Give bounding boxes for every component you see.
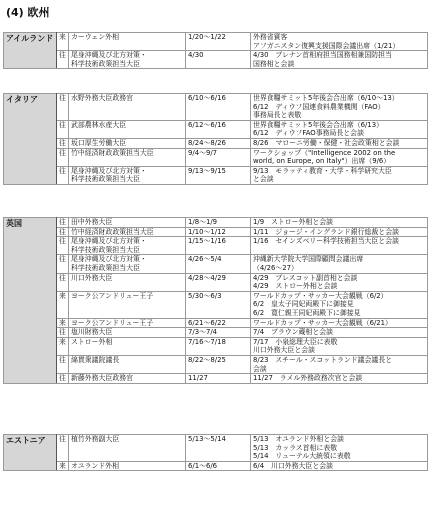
detail-line: 世界食糧サミット5年後会合出席（6/10～13） (253, 94, 399, 102)
table-row (4, 33, 428, 51)
details-cell (251, 33, 428, 51)
detail-line: 川口外務大臣と会談 (253, 346, 316, 355)
details-cell (251, 337, 428, 355)
table-row (4, 166, 428, 184)
person-cell (69, 218, 186, 228)
table-row (4, 227, 428, 237)
detail-line: 6/12 ディウフFAO事務局長と会談 (253, 129, 364, 138)
region-table (3, 32, 428, 69)
person-line: 科学技術政策担当大臣 (71, 245, 140, 254)
table-row (4, 355, 428, 373)
detail-line: 5/14 リューテル大統領に表敬 (253, 452, 351, 461)
detail-line: 世界食糧サミット5年後会合出席（6/13） (253, 120, 383, 129)
date-cell: 7/3～7/4 (186, 328, 251, 338)
direction-cell: 来 (57, 291, 69, 318)
details-cell (251, 227, 428, 237)
person-cell (69, 237, 186, 255)
date-cell: 1/10～1/12 (186, 227, 251, 237)
person-cell (69, 291, 186, 318)
table-row (4, 51, 428, 69)
detail-line: 8/26 マローニ労働・保健・社会政策相と会談 (253, 138, 400, 147)
person-line: 科学技術政策担当大臣 (71, 263, 140, 272)
person-cell (69, 461, 186, 471)
details-cell (251, 255, 428, 273)
details-cell (251, 138, 428, 148)
table-row (4, 255, 428, 273)
direction-cell: 往 (57, 435, 69, 462)
detail-line: 11/27 ラメル外務政務次官と会談 (253, 374, 363, 383)
person-line: 尾身沖縄及び北方対策・ (71, 237, 147, 246)
details-cell (251, 435, 428, 462)
date-cell: 11/27 (186, 374, 251, 384)
country-cell: イタリア (4, 94, 57, 185)
table-row (4, 461, 428, 471)
details-cell (251, 51, 428, 69)
person-line: 植竹外務副大臣 (71, 435, 120, 443)
table-row (4, 291, 428, 318)
table-row (4, 337, 428, 355)
date-cell: 6/21～6/22 (186, 318, 251, 328)
table-row (4, 120, 428, 138)
date-cell: 9/4～9/7 (186, 148, 251, 166)
detail-line: 1/9 ストロー外相と会談 (253, 218, 333, 226)
person-line: 川口外務大臣 (71, 273, 113, 282)
table-row (4, 318, 428, 328)
person-cell (69, 166, 186, 184)
person-line: カーウェン外相 (71, 33, 119, 41)
date-cell: 8/22～8/25 (186, 355, 251, 373)
date-cell: 4/26～5/4 (186, 255, 251, 273)
person-line: ストロー外相 (71, 337, 113, 346)
direction-cell: 来 (57, 33, 69, 51)
region-table (3, 434, 428, 471)
detail-line: 4/29 ストロー外相と会談 (253, 282, 338, 291)
details-cell (251, 291, 428, 318)
table-row (4, 328, 428, 338)
direction-cell: 往 (57, 355, 69, 373)
details-cell (251, 318, 428, 328)
direction-cell: 往 (57, 328, 69, 338)
detail-line: 7/4 ブラウン蔵相と会談 (253, 328, 333, 337)
person-cell (69, 227, 186, 237)
detail-line: 5/13 オユランド外相と会談 (253, 435, 344, 443)
date-cell: 4/30 (186, 51, 251, 69)
country-cell: アイルランド (4, 33, 57, 69)
date-cell: 8/24～8/26 (186, 138, 251, 148)
date-cell: 4/28～4/29 (186, 273, 251, 291)
detail-line: 9/13 モラッティ教育・大学・科学研究大臣 (253, 166, 392, 175)
details-cell (251, 120, 428, 138)
detail-line: 6/12 ディウフ国連食料農業機関（FAO） (253, 102, 385, 111)
direction-cell: 往 (57, 227, 69, 237)
detail-line: 6/4 川口外務大臣と会談 (253, 461, 333, 470)
details-cell (251, 148, 428, 166)
person-line: 尾身沖縄及び北方対策・ (71, 51, 147, 60)
date-cell: 6/1～6/6 (186, 461, 251, 471)
table-row (4, 138, 428, 148)
date-cell: 6/10～6/16 (186, 94, 251, 121)
person-cell (69, 33, 186, 51)
date-cell: 6/12～6/16 (186, 120, 251, 138)
person-cell (69, 273, 186, 291)
direction-cell: 往 (57, 255, 69, 273)
person-line: 尾身沖縄及び北方対策・ (71, 255, 147, 264)
date-cell: 1/20～1/22 (186, 33, 251, 51)
detail-line: 国務相と会談 (253, 59, 295, 68)
direction-cell: 往 (57, 138, 69, 148)
person-line: 武部農林水産大臣 (71, 120, 127, 129)
person-cell (69, 337, 186, 355)
detail-line: と会談 (253, 175, 274, 184)
date-cell: 7/16～7/18 (186, 337, 251, 355)
person-cell (69, 328, 186, 338)
date-cell: 5/30～6/3 (186, 291, 251, 318)
person-line: 水野外務大臣政務官 (71, 94, 134, 102)
person-cell (69, 148, 186, 166)
detail-line: 沖縄新大学院大学国際顧問会議出席 (253, 255, 364, 264)
person-line: 田中外務大臣 (71, 218, 113, 226)
person-cell (69, 51, 186, 69)
detail-line: 6/2 皇太子同妃両殿下に御接見 (253, 300, 354, 309)
country-cell: 英国 (4, 218, 57, 384)
direction-cell: 往 (57, 237, 69, 255)
direction-cell: 来 (57, 461, 69, 471)
direction-cell: 往 (57, 94, 69, 121)
person-cell (69, 435, 186, 462)
detail-line: world, on Europe, on Italy"）出席（9/6） (253, 157, 391, 166)
country-cell: エストニア (4, 435, 57, 471)
direction-cell: 来 (57, 337, 69, 355)
detail-line: 会談 (253, 364, 267, 373)
detail-line: アフガニスタン復興支援国際会議出席（1/21） (253, 41, 400, 50)
detail-line: 5/13 カッラス首相に表敬 (253, 443, 338, 452)
date-cell: 9/13～9/15 (186, 166, 251, 184)
person-line: 科学技術政策担当大臣 (71, 175, 140, 184)
person-line: ヨーク公アンドリュー王子 (71, 291, 154, 300)
table-row (4, 218, 428, 228)
detail-line: 7/17 小泉総理大臣に表敬 (253, 337, 338, 346)
direction-cell: 往 (57, 218, 69, 228)
date-cell: 5/13～5/14 (186, 435, 251, 462)
detail-line: 4/30 ブレナン首相府担当国務相兼国防担当 (253, 51, 392, 60)
direction-cell: 往 (57, 120, 69, 138)
details-cell (251, 237, 428, 255)
date-cell: 1/15～1/16 (186, 237, 251, 255)
person-cell (69, 355, 186, 373)
person-line: 尾身沖縄及び北方対策・ (71, 166, 147, 175)
person-cell (69, 374, 186, 384)
table-row (4, 435, 428, 462)
direction-cell: 往 (57, 51, 69, 69)
details-cell (251, 374, 428, 384)
table-row (4, 237, 428, 255)
direction-cell: 往 (57, 374, 69, 384)
person-line: ヨーク公アンドリュー王子 (71, 318, 154, 327)
table-row (4, 94, 428, 121)
detail-line: 外務省賓客 (253, 33, 288, 41)
table-row (4, 273, 428, 291)
person-line: 綿貫衆議院議長 (71, 355, 120, 364)
details-cell (251, 166, 428, 184)
details-cell (251, 355, 428, 373)
person-cell (69, 120, 186, 138)
detail-line: 1/16 セインズベリー科学技術担当大臣と会談 (253, 237, 399, 246)
details-cell (251, 328, 428, 338)
detail-line: 1/11 ジョージ・イングランド銀行総裁と会談 (253, 227, 399, 236)
detail-line: ワークショップ（"Intelligence 2002 on the (253, 148, 396, 157)
person-line: オユランド外相 (71, 461, 119, 470)
table-row (4, 148, 428, 166)
section-title: (4) 欧州 (6, 6, 50, 19)
detail-line: （4/26～27） (253, 263, 298, 272)
person-cell (69, 94, 186, 121)
date-cell: 1/8～1/9 (186, 218, 251, 228)
person-line: 科学技術政策担当大臣 (71, 59, 140, 68)
region-table (3, 93, 428, 185)
details-cell (251, 94, 428, 121)
detail-line: 4/29 プレスコット副首相と会談 (253, 273, 358, 282)
person-line: 竹中経済財政政策担当大臣 (71, 227, 154, 236)
detail-line: 6/2 寛仁親王同妃両殿下に御接見 (253, 308, 361, 317)
details-cell (251, 461, 428, 471)
person-cell (69, 318, 186, 328)
direction-cell: 往 (57, 148, 69, 166)
person-line: 塩川財務大臣 (71, 328, 113, 337)
detail-line: ワールドカップ・サッカー大会観戦（6/2） (253, 291, 388, 300)
detail-line: ワールドカップ・サッカー大会観戦（6/21） (253, 318, 392, 327)
person-line: 竹中経済財政政策担当大臣 (71, 148, 154, 157)
direction-cell: 往 (57, 166, 69, 184)
detail-line: 事務局長と表敬 (253, 111, 302, 120)
table-row (4, 374, 428, 384)
person-line: 坂口厚生労働大臣 (71, 138, 127, 147)
direction-cell: 往 (57, 273, 69, 291)
person-line: 新藤外務大臣政務官 (71, 374, 134, 383)
details-cell (251, 218, 428, 228)
person-cell (69, 138, 186, 148)
detail-line: 8/23 スチール・スコットランド議会議長と (253, 355, 393, 364)
details-cell (251, 273, 428, 291)
region-table (3, 217, 428, 384)
person-cell (69, 255, 186, 273)
direction-cell: 来 (57, 318, 69, 328)
